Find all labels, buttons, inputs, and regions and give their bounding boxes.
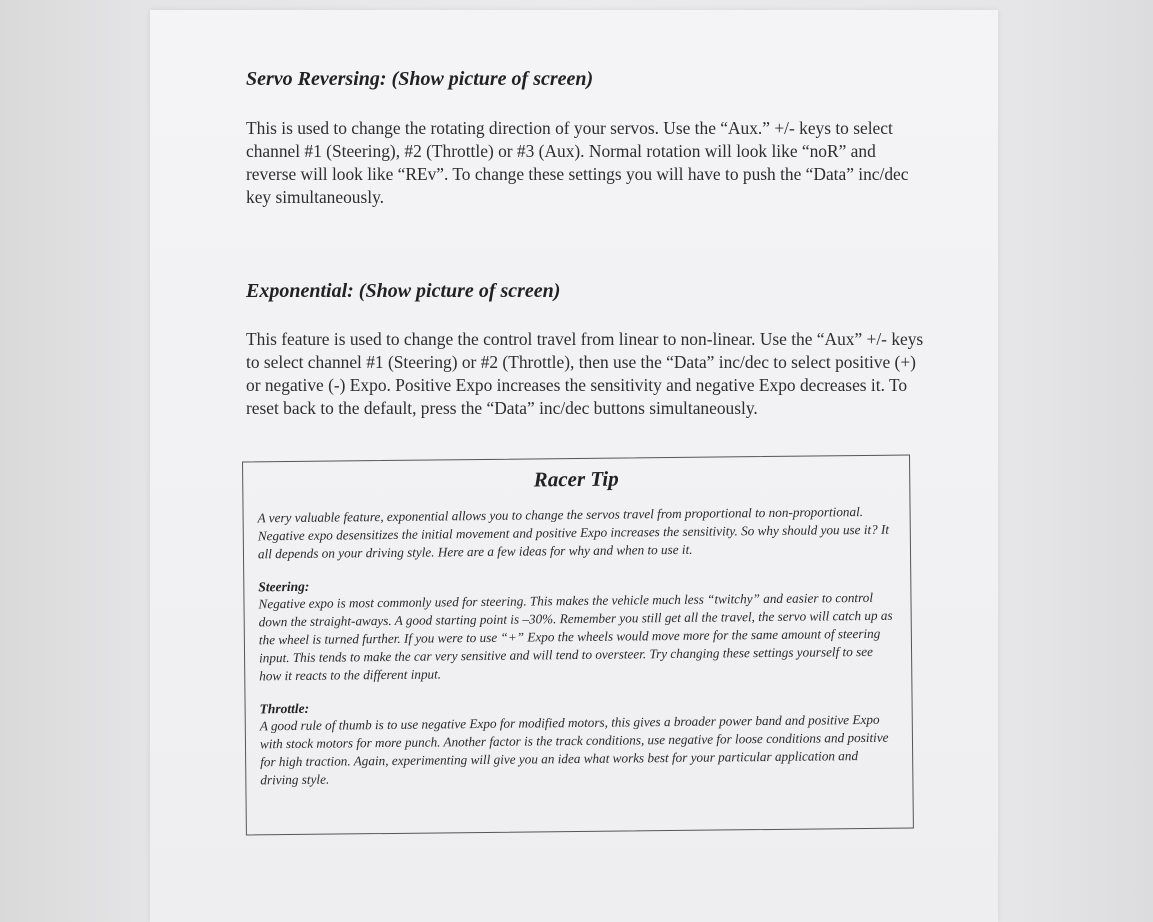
- racer-tip-intro: A very valuable feature, exponential allows you to change the servos travel from proportional to non-proportional. Negative expo desensitizes the initial movement and positive Expo increases the sensitivity. So why should you use it? It all depends on your driving style. Here are a few ideas for why and when to use it.: [257, 503, 890, 562]
- racer-tip-title: Racer Tip: [533, 466, 619, 492]
- servo-reversing-text: This is used to change the rotating direction of your servos. Use the “Aux.” +/- keys to select channel #1 (Steering), #2 (Throttle) or #3 (Aux). Normal rotation will look like “noR” and reverse will look like “REv”. To change these settings you will have to push the “Data” inc/dec key simultaneously.: [246, 118, 909, 207]
- exponential-heading: Exponential: (Show picture of screen): [246, 280, 561, 302]
- document-page: [150, 10, 998, 922]
- servo-reversing-heading: Servo Reversing: (Show picture of screen): [246, 68, 594, 90]
- exponential-section: [246, 280, 926, 420]
- throttle-subheading: Throttle:: [259, 700, 310, 717]
- throttle-text: A good rule of thumb is to use negative Expo for modified motors, this gives a broader power band and positive Expo with stock motors for more punch. Another factor is the track conditions, use negative for loose conditions and positive for high traction. Again, experimenting will give you an idea what works best for your particular application and driving style.: [259, 711, 889, 788]
- steering-subheading: Steering:: [258, 578, 310, 595]
- racer-tip-box: [242, 455, 914, 836]
- exponential-text: This feature is used to change the control travel from linear to non-linear. Use the “Aux” +/- keys to select channel #1 (Steering) or #2 (Throttle), then use the “Data” inc/dec to select positive (+) or negative (-) Expo. Positive Expo increases the sensitivity and negative Expo decreases it. To reset back to the default, press the “Data” inc/dec buttons simultaneously.: [246, 329, 924, 418]
- steering-text: Negative expo is most commonly used for steering. This makes the vehicle much less “twitchy” and easier to control down the straight-aways. A good starting point is –30%. Remember you still get all the travel, the servo will catch up as the wheel is turned further. If you were to use “+” Expo the wheels would move more for the same amount of steering input. This tends to make the car very sensitive and will tend to oversteer. Try changing these settings yourself to see how it reacts to the different input.: [258, 589, 893, 684]
- servo-reversing-section: [246, 68, 926, 209]
